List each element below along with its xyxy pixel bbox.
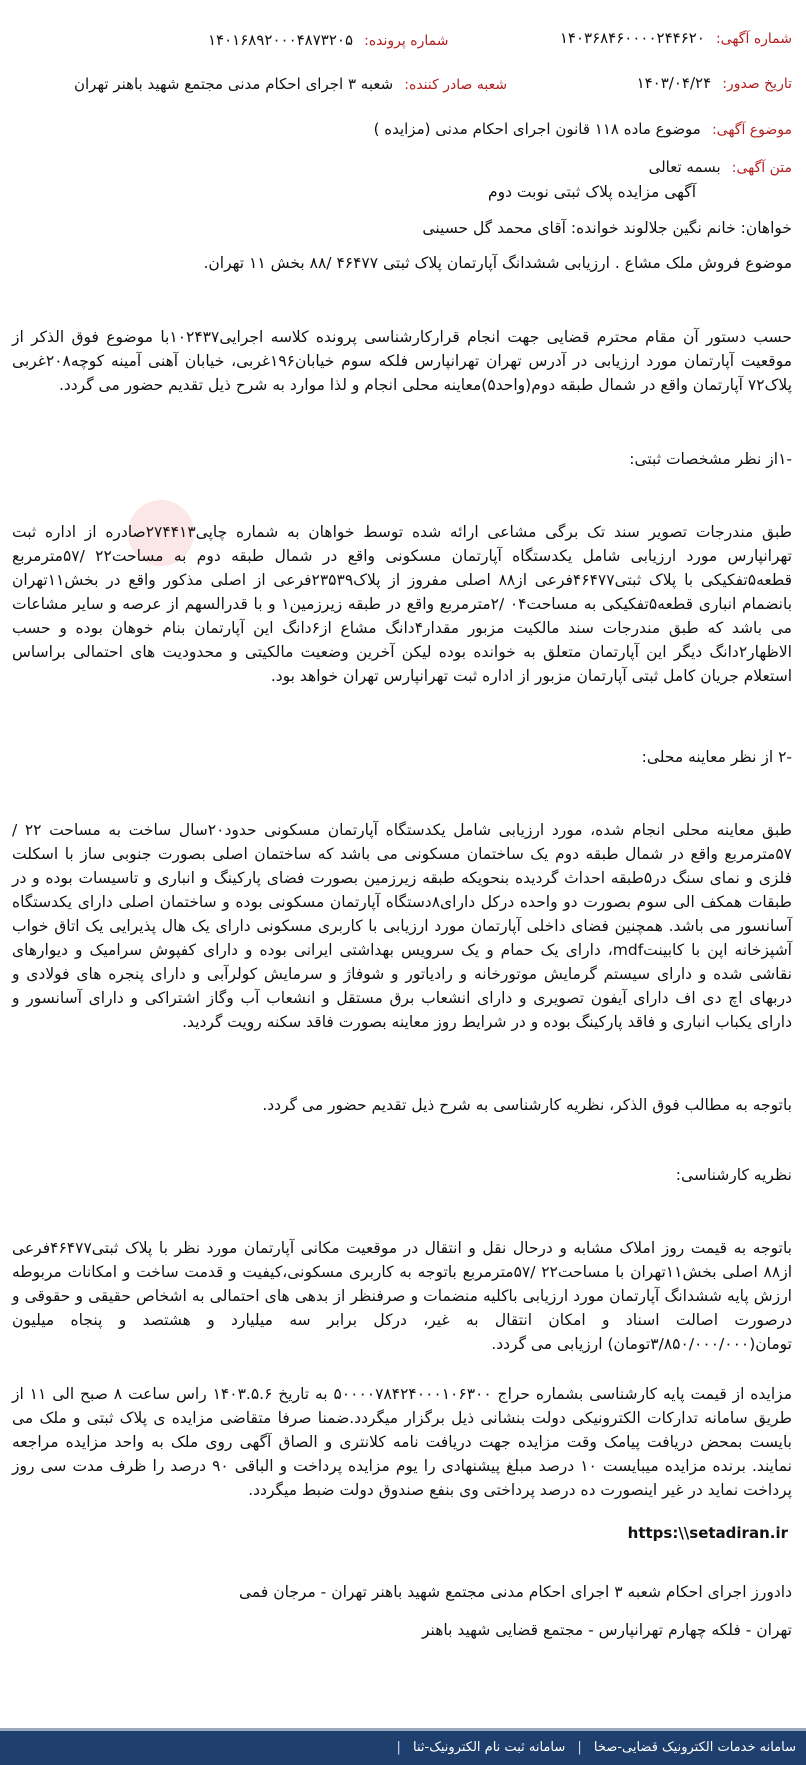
section2-title: -۲ از نظر معاینه محلی: <box>641 748 792 766</box>
footer-link-sana[interactable]: سامانه ثبت نام الکترونیک-ثنا <box>413 1740 566 1755</box>
footer-bar <box>0 1728 806 1765</box>
ad-subject-value: موضوع ماده ۱۱۸ قانون اجرای احکام مدنی (مزایده ) <box>373 120 701 138</box>
opinion-body: باتوجه به قیمت روز املاک مشابه و درحال نقل و انتقال در موقعیت مکانی آپارتمان مورد نظر با پلاک ثبتی۴۶۴۷۷فرعی از۸۸ اصلی بخش۱۱تهران با مساحت۲۲ /۵۷مترمربع باتوجه به کاربری مسکونی،کیفیت و قدمت ساخت و امکانات مربوطه ارزش پایه ششدانگ آپارتمان مورد ارزیابی باکلیه منضمات و صرفنظر از بدهی های احتمالی به اشخاص حقیقی و حقوقی و درصورت اصالت اسناد و امکان انتقال به غیر، درکل برابر سه میلیارد و هشتصد و پنجاه میلیون تومان(۳/۸۵۰/۰۰۰/۰۰۰تومان) ارزیابی می گردد. <box>12 1239 792 1353</box>
issue-date-label: تاریخ صدور: <box>722 76 792 92</box>
ad-subject-label: موضوع آگهی: <box>711 122 792 138</box>
notice-title: آگهی مزایده پلاک ثبتی نوبت دوم <box>488 183 696 201</box>
website-link[interactable]: https:\\setadiran.ir <box>627 1524 788 1542</box>
case-subject: موضوع فروش ملک مشاع . ارزیابی ششدانگ آپارتمان پلاک ثبتی ۴۶۴۷۷ /۸۸ بخش ۱۱ تهران. <box>203 254 792 272</box>
parties: خواهان: خانم نگین جلالوند خوانده: آقای محمد گل حسینی <box>422 219 792 237</box>
ad-number-label: شماره آگهی: <box>715 31 792 47</box>
footer-link-sakha[interactable]: سامانه خدمات الکترونیک قضایی-صخا <box>593 1740 796 1755</box>
footer-separator-end: | <box>396 1740 401 1755</box>
transition-text: باتوجه به مطالب فوق الذکر، نظریه کارشناسی به شرح ذیل تقدیم حضور می گردد. <box>262 1096 792 1114</box>
issue-date-value: ۱۴۰۳/۰۴/۲۴ <box>636 74 712 92</box>
auction-body: مزایده از قیمت پایه کارشناسی بشماره حراج ۵۰۰۰۰۷۸۴۲۴۰۰۰۱۰۶۳۰۰ به تاریخ ۱۴۰۳.۵.۶ راس ساعت ۸ صبح الی ۱۱ از طریق سامانه تدارکات الکترونیکی دولت بنشانی ذیل برگزار میگردد.ضمنا صرفا متقاضی مزایده ی پلاک ثبتی و ملک می بایست بمحض دریافت پیامک وقت مزایده جهت دریافت نامه کلانتری و الصاق آگهی روی ملک به واحد مزایده مراجعه نمایند. برنده مزایده میبایست ۱۰ درصد مبلغ پیشنهادی را یوم مزایده پرداخت و الباقی ۹۰ درصد را ظرف مدت سی روز پرداخت نماید در غیر اینصورت ده درصد پرداختی وی بنفع صندوق دولت ضبط میگردد. <box>12 1385 793 1499</box>
basmala: بسمه تعالی <box>648 158 721 176</box>
ad-body-label: متن آگهی: <box>731 160 792 176</box>
issuing-branch <box>74 74 507 93</box>
section1-body: طبق مندرجات تصویر سند تک برگی مشاعی ارائه شده توسط خواهان به شماره چاپی۲۷۴۴۱۳صادره از اداره ثبت تهرانپارس مورد ارزیابی شامل یکدستگاه آپارتمان مسکونی واقع در شمال طبقه دوم به مساحت۲۲ /۵۷مترمربع قطعه۵تفکیکی با پلاک ثبتی۴۶۴۷۷فرعی از۸۸ اصلی مفروز از پلاک۲۳۵۳۹فرعی از اصلی مذکور واقع در بخش۱۱تهران بانضمام انباری قطعه۵تفکیکی به مساحت۰۴ /۲مترمربع واقع در طبقه زیرزمین۱ و با قدرالسهم از عرصه و سایر مشاعات می باشد که طبق مندرجات سند مالکیت مزبور مقدار۴دانگ مشاع از۶دانگ این آپارتمان بنام خوهان بوده و حسب الاظهار۲دانگ دیگر این آپارتمان متعلق به خوانده بوده لیکن آخرین وضعیت مالکیتی و محدودیت های احتمالی براساس استعلام جریان کامل ثبتی آپارتمان مزبور از اداره ثبت تهرانپارس تهران خواهد بود. <box>12 523 793 685</box>
intro-paragraph: حسب دستور آن مقام محترم قضایی جهت انجام قرارکارشناسی پرونده کلاسه اجرایی۱۰۲۴۳۷با موضوع فوق الذکر از موقعیت آپارتمان مورد ارزیابی در آدرس تهران تهرانپارس فلکه سوم خیابان۱۹۶غربی، خیابان آهنی آمینه کوچه۲۰۸غربی پلاک۷۲ آپارتمان واقع در شمال طبقه دوم(واحد۵)معاینه محلی انجام و لذا موارد به شرح ذیل تقدیم حضور می گردد. <box>12 328 793 394</box>
signature-line2: تهران - فلکه چهارم تهرانپارس - مجتمع قضایی شهید باهنر <box>422 1621 792 1639</box>
opinion-title: نظریه کارشناسی: <box>675 1166 792 1184</box>
footer-links <box>389 1740 796 1755</box>
signature-line1: دادورز اجرای احکام شعبه ۳ اجرای احکام مدنی مجتمع شهید باهنر تهران - مرجان فمی <box>239 1583 792 1601</box>
case-number-value: ۱۴۰۱۶۸۹۲۰۰۰۴۸۷۳۲۰۵ <box>208 31 354 49</box>
footer-separator: | <box>577 1740 582 1755</box>
case-number-label: شماره پرونده: <box>364 33 449 49</box>
ad-body-header <box>649 157 792 176</box>
issue-date <box>637 73 792 92</box>
ad-subject <box>374 119 792 138</box>
issuing-branch-value: شعبه ۳ اجرای احکام مدنی مجتمع شهید باهنر تهران <box>74 75 394 93</box>
issuing-branch-label: شعبه صادر کننده: <box>404 77 508 93</box>
section2-body: طبق معاینه محلی انجام شده، مورد ارزیابی شامل یکدستگاه آپارتمان مسکونی حدود۲۰سال ساخت به مساحت ۲۲ /۵۷مترمربع واقع در شمال طبقه دوم یک ساختمان مسکونی می باشد که ساختمان اصلی بصورت جنوبی ساز با اسکلت فلزی و نمای سنگ در۵طبقه احداث گردیده بنحویکه طبقه زیرزمین بصورت فضای پارکینگ و انباری و تاسیسات بوده و در طبقات همکف الی سوم بصورت دو واحده درکل دارای۸دستگاه آپارتمان مسکونی بوده و ساختمان اصلی دارای یکدستگاه آسانسور می باشد. همچنین فضای داخلی آپارتمان مورد ارزیابی با کاربری مسکونی دارای یک هال پذیرایی یک اتاق خواب آشپزخانه اپن با کابینتmdf، دارای یک حمام و یک سرویس بهداشتی ایرانی بوده و دارای کفپوش سرامیک و دیوارهای نقاشی شده و دارای سیستم گرمایش موتورخانه و رادیاتور و شوفاژ و سرمایش کولرآبی و دارای پنجره های فولادی و دربهای اچ دی اف دارای آیفون تصویری و دارای انشعاب برق مستقل و انشعاب آب وگاز اشتراکی و دارای آسانسور و دارای یکباب انباری و فاقد پارکینگ بوده و در شرایط روز معاینه بصورت فاقد سکنه رویت گردید. <box>12 821 792 1031</box>
ad-number-value: ۱۴۰۳۶۸۴۶۰۰۰۰۲۴۴۶۲۰ <box>559 29 705 47</box>
section1-title: -۱از نظر مشخصات ثبتی: <box>629 450 792 468</box>
case-number <box>208 30 448 49</box>
ad-number <box>560 28 792 47</box>
